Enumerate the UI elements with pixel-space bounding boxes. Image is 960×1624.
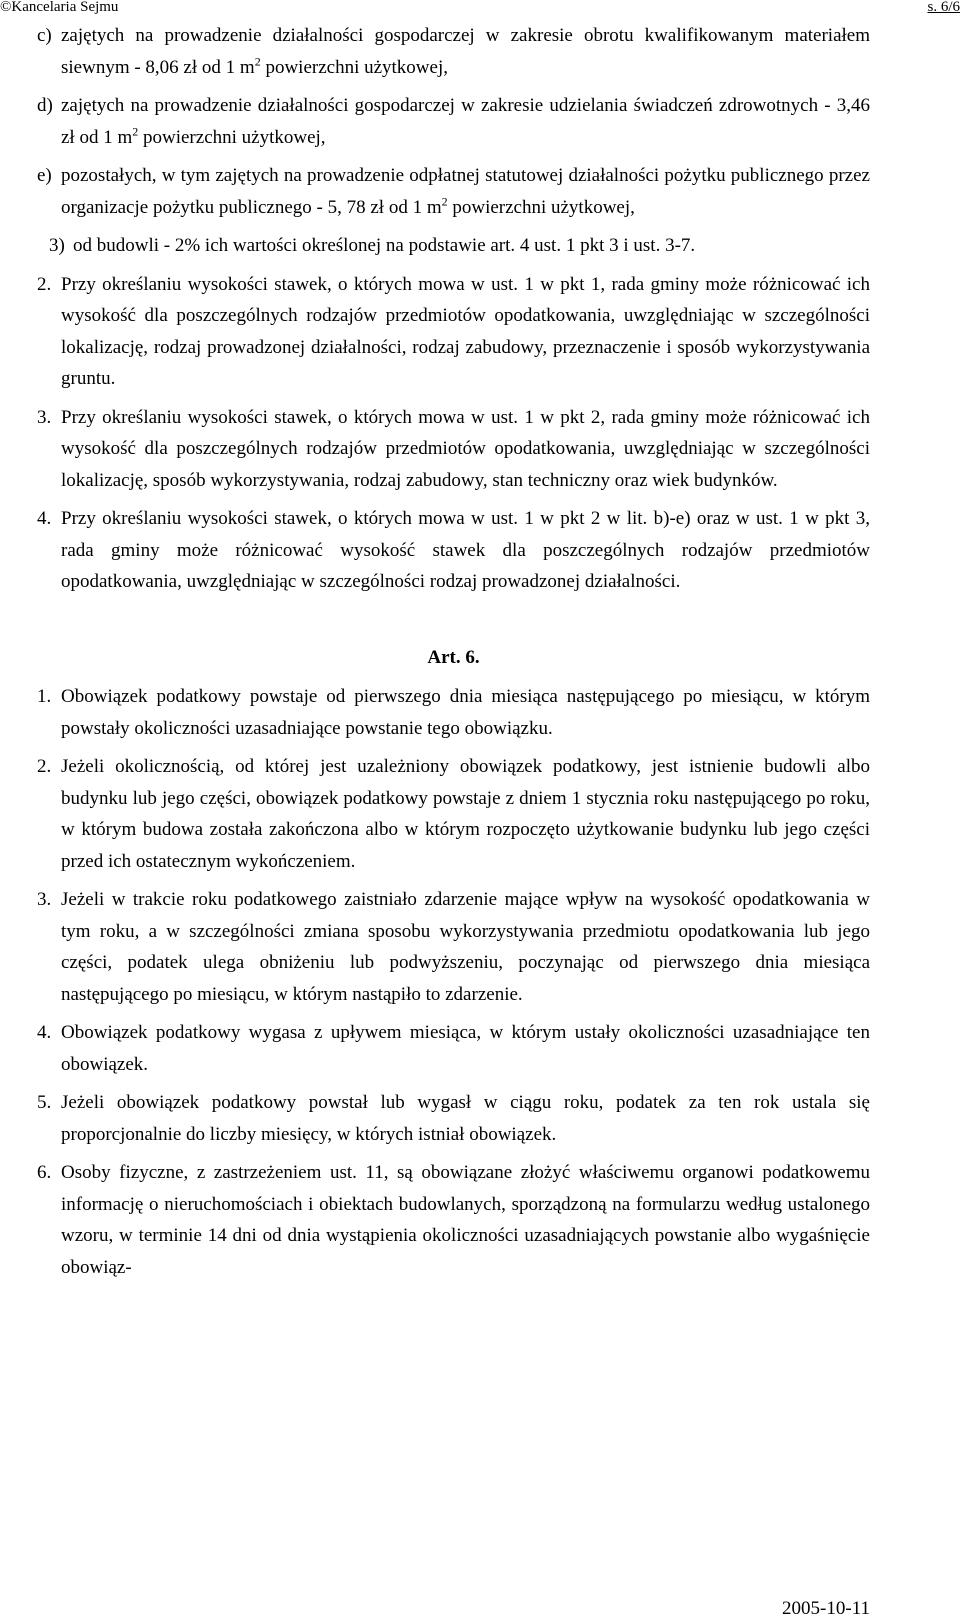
ust-2	[37, 269, 870, 395]
point-3-num: 3)	[49, 235, 65, 256]
ust-4	[37, 503, 870, 598]
ust-3-num: 3.	[37, 406, 52, 428]
lit-c-text: zajętych na prowadzenie działalności gospodarczej w zakresie obrotu kwalifikowanym materiałem siewnym - 8,06 zł od 1 $m^2$ powierzchni użytkowej,	[61, 25, 870, 78]
ust-4-num: 4.	[37, 508, 52, 529]
art6-ust-2	[37, 751, 870, 877]
art6-ust-5	[37, 1087, 870, 1150]
article-title: Art. 6.	[427, 646, 480, 668]
lit-d-num: d)	[37, 95, 53, 116]
lit-d-text: zajętych na prowadzenie działalności gospodarczej w zakresie udzielania świadczeń zdrowotnych - 3,46 zł od 1 $m^2$ powierzchni użytkowej,	[61, 95, 870, 148]
lit-c-num: c)	[37, 25, 52, 46]
art6-ust-1-num: 1.	[37, 686, 52, 707]
art6-ust-4-num: 4.	[37, 1022, 52, 1043]
art6-ust-3-num: 3.	[37, 889, 52, 910]
art6-ust-4	[37, 1017, 870, 1080]
lit-e-num: e)	[37, 165, 52, 186]
lit-e-text: pozostałych, w tym zajętych na prowadzenie odpłatnej statutowej działalności pożytku publicznego przez organizacje pożytku publicznego - 5, 78 zł od 1 $m^2$ powierzchni użytkowej,	[61, 165, 870, 218]
art6-ust-3	[37, 884, 870, 1010]
art6-ust-6-num: 6.	[37, 1162, 52, 1183]
header-source: ©Kancelaria Sejmu	[0, 0, 119, 15]
art6-ust-5-text: Jeżeli obowiązek podatkowy powstał lub wygasł w ciągu roku, podatek za ten rok ustala się proporcjonalnie do liczby miesięcy, w których istniał obowiązek.	[61, 1092, 870, 1145]
art6-ust-2-text: Jeżeli okolicznością, od której jest uzależniony obowiązek podatkowy, jest istnienie budowli albo budynku lub jego części, obowiązek podatkowy powstaje z dniem 1 stycznia roku następującego po roku, w którym budowa została zakończona albo w którym rozpoczęto użytkowanie budynku lub jego części przed ich ostatecznym wykończeniem.	[61, 756, 870, 872]
ust-3-text: Przy określaniu wysokości stawek, o których mowa w ust. 1 w pkt 2, rada gminy może różnicować ich wysokość dla poszczególnych rodzajów przedmiotów opodatkowania, uwzględniając w szczególności lokalizację, sposób wykorzystywania, rodzaj zabudowy, stan techniczny oraz wiek budynków.	[61, 406, 870, 491]
art6-ust-1	[37, 681, 870, 744]
point-3	[49, 230, 870, 262]
lit-e	[37, 160, 870, 223]
page-number: s. 6/6	[927, 0, 960, 15]
footer-date: 2005-10-11	[782, 1598, 870, 1619]
lit-c	[37, 20, 870, 83]
ust-4-text: Przy określaniu wysokości stawek, o których mowa w ust. 1 w pkt 2 w lit. b)-e) oraz w ust. 1 w pkt 3, rada gminy może różnicować wysokość stawek dla poszczególnych rodzajów przedmiotów opodatkowania, uwzględniając w szczególności rodzaj prowadzonej działalności.	[61, 508, 870, 592]
art6-ust-6-text: Osoby fizyczne, z zastrzeżeniem ust. 11, są obowiązane złożyć właściwemu organowi podatkowemu informację o nieruchomościach i obiektach budowlanych, sporządzoną na formularzu według ustalonego wzoru, w terminie 14 dni od dnia wystąpienia okoliczności uzasadniających powstanie albo wygaśnięcie obowiąz-	[61, 1162, 870, 1278]
ust-2-text: Przy określaniu wysokości stawek, o których mowa w ust. 1 w pkt 1, rada gminy może różnicować ich wysokość dla poszczególnych rodzajów przedmiotów opodatkowania, uwzględniając w szczególności lokalizację, rodzaj prowadzonej działalności, rodzaj zabudowy, przeznaczenie i sposób wykorzystywania gruntu.	[61, 273, 870, 389]
art6-ust-6	[37, 1157, 870, 1283]
art6-ust-3-text: Jeżeli w trakcie roku podatkowego zaistniało zdarzenie mające wpływ na wysokość opodatkowania w tym roku, a w szczególności zmiana sposobu wykorzystywania przedmiotu opodatkowania lub jego części, podatek ulega obniżeniu lub podwyższeniu, poczynając od pierwszego dnia miesiąca następującego po miesiącu, w którym nastąpiło to zdarzenie.	[61, 889, 870, 1005]
lit-d	[37, 90, 870, 153]
art6-ust-2-num: 2.	[37, 756, 52, 777]
art6-ust-1-text: Obowiązek podatkowy powstaje od pierwszego dnia miesiąca następującego po miesiącu, w którym powstały okoliczności uzasadniające powstanie tego obowiązku.	[61, 686, 870, 739]
point-3-text: od budowli - 2% ich wartości określonej na podstawie art. 4 ust. 1 pkt 3 i ust. 3-7.	[73, 235, 696, 256]
art6-ust-5-num: 5.	[37, 1092, 52, 1113]
ust-2-num: 2.	[37, 273, 52, 295]
art6-ust-4-text: Obowiązek podatkowy wygasa z upływem miesiąca, w którym ustały okoliczności uzasadniające ten obowiązek.	[61, 1022, 870, 1075]
document-body	[37, 20, 870, 1290]
ust-3	[37, 402, 870, 497]
